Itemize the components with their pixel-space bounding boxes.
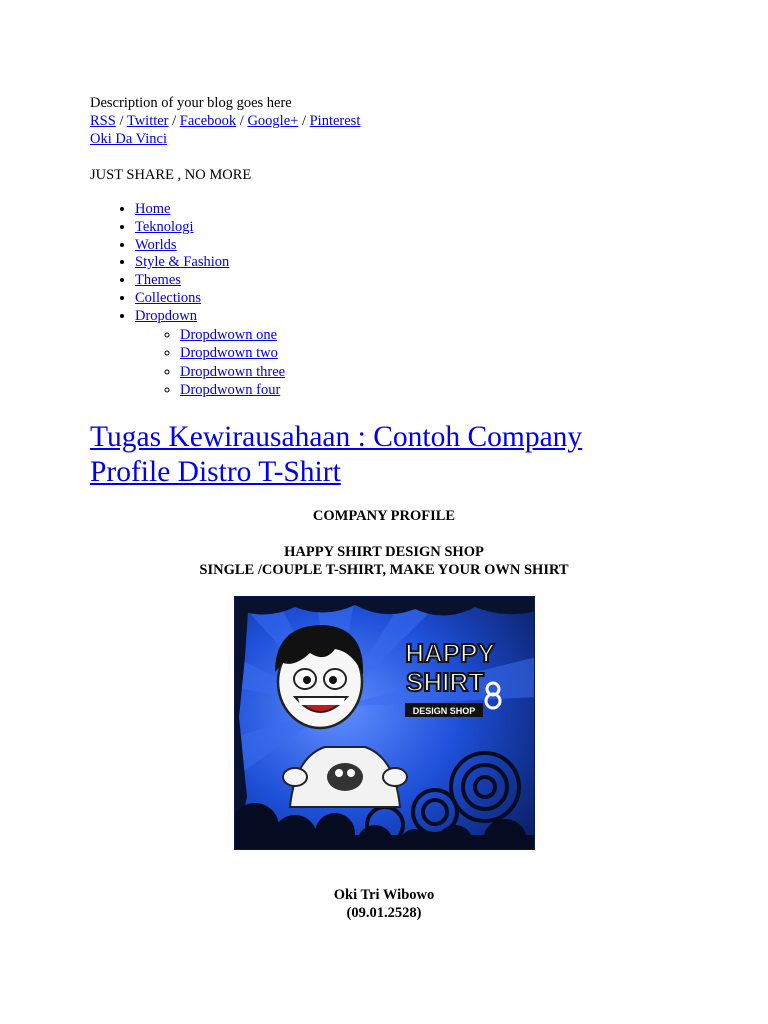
nav-link-collections[interactable]: Collections (135, 289, 202, 306)
happy-shirt-banner-image (234, 596, 535, 850)
nav-item-teknologi (135, 219, 690, 237)
banner-logo-line1: HAPPY (405, 638, 495, 668)
nav-link-teknologi[interactable]: Teknologi (135, 218, 194, 235)
separator: / (298, 113, 310, 129)
dropdown-item-two (180, 344, 690, 363)
separator: / (168, 113, 180, 129)
author-name: Oki Tri Wibowo (333, 887, 435, 903)
facebook-link[interactable]: Facebook (179, 113, 237, 129)
googleplus-link[interactable]: Google+ (247, 113, 299, 129)
post-title-link[interactable] (90, 421, 582, 488)
separator: / (115, 113, 127, 129)
nav-link-worlds[interactable]: Worlds (135, 236, 177, 253)
banner-illustration (235, 597, 535, 850)
dropdown-link-three[interactable]: Dropdwown three (180, 363, 286, 380)
nav-item-themes (135, 272, 690, 290)
post-title (90, 420, 690, 490)
company-profile-heading: COMPANY PROFILE (312, 508, 456, 524)
dropdown-link-one[interactable]: Dropdwown one (180, 326, 278, 343)
pinterest-link[interactable]: Pinterest (309, 113, 361, 129)
twitter-link[interactable]: Twitter (126, 113, 169, 129)
nav-link-home[interactable]: Home (135, 201, 171, 217)
nav-item-home (135, 201, 690, 219)
nav-item-collections (135, 290, 690, 308)
dropdown-item-four (180, 381, 690, 400)
dropdown-link-two[interactable]: Dropdwown two (180, 345, 278, 362)
nav-link-style-fashion[interactable]: Style & Fashion (135, 254, 230, 271)
dropdown-menu (135, 326, 690, 400)
social-links (90, 112, 690, 130)
dropdown-item-three (180, 363, 690, 382)
shop-name: HAPPY SHIRT DESIGN SHOP (284, 544, 484, 560)
shop-slogan: SINGLE /COUPLE T-SHIRT, MAKE YOUR OWN SHIRT (199, 562, 569, 578)
blog-header (90, 94, 690, 490)
main-nav (90, 201, 690, 400)
nav-item-worlds (135, 237, 690, 255)
blog-tagline: JUST SHARE , NO MORE (90, 167, 252, 183)
nav-item-style-fashion (135, 254, 690, 272)
rss-link[interactable]: RSS (90, 113, 116, 129)
dropdown-link-four[interactable]: Dropdwown four (180, 382, 281, 399)
post-title-line2: Profile Distro T-Shirt (90, 455, 341, 488)
dropdown-item-one (180, 326, 690, 345)
banner-logo-line2: SHIRT (406, 667, 484, 697)
author-link[interactable]: Oki Da Vinci (90, 131, 167, 147)
author-id: (09.01.2528) (346, 905, 422, 921)
separator: / (236, 113, 248, 129)
nav-link-dropdown[interactable]: Dropdown (135, 307, 198, 324)
banner-logo-sub: DESIGN SHOP (412, 706, 476, 716)
post-title-line1: Tugas Kewirausahaan : Contoh Company (90, 420, 583, 453)
nav-item-dropdown (135, 308, 690, 400)
nav-link-themes[interactable]: Themes (135, 272, 181, 289)
blog-description: Description of your blog goes here (90, 95, 292, 111)
